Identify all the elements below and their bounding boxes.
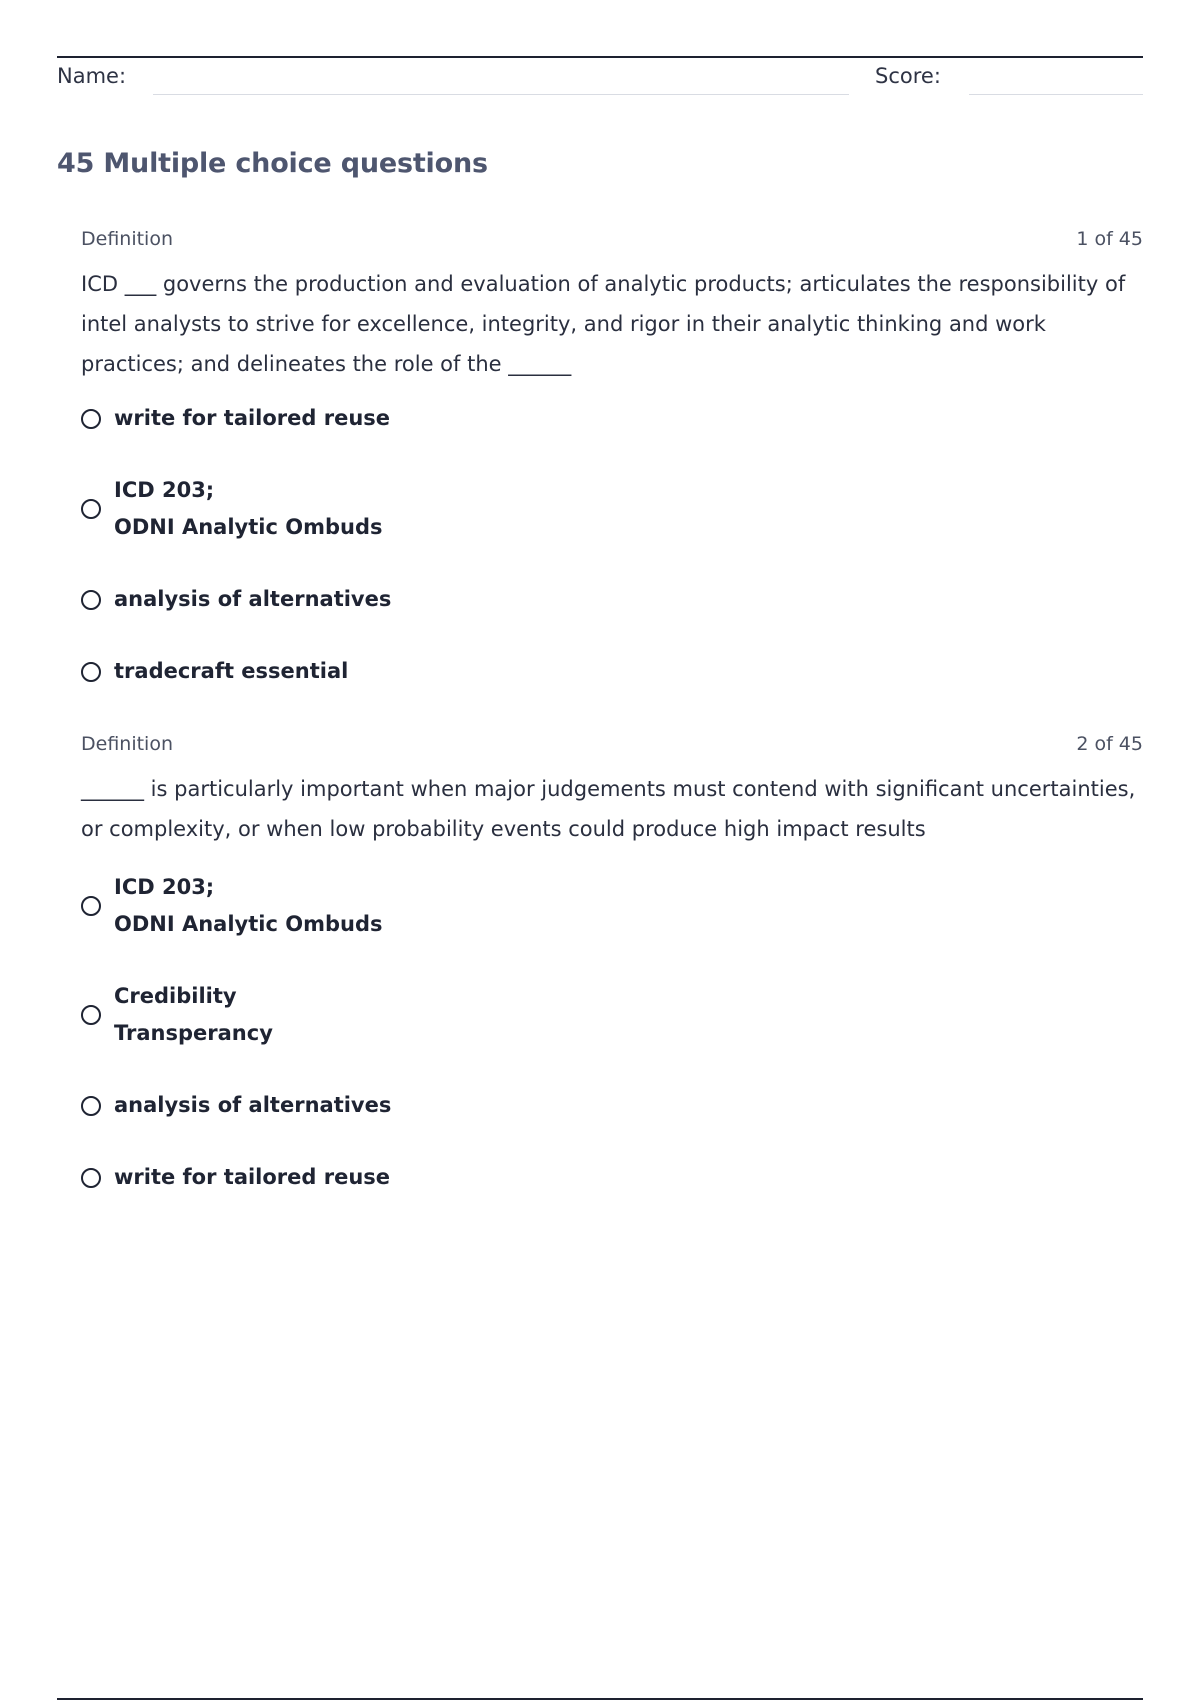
header-row	[57, 62, 1143, 98]
option-label: tradecraft essential	[114, 659, 349, 683]
question-text: ______ is particularly important when major judgements must contend with significant uncertainties, or complexity, or when low probability events could produce high impact results	[81, 777, 1136, 841]
quiz-page	[57, 0, 1143, 1700]
option-label-line: ODNI Analytic Ombuds	[114, 912, 383, 936]
score-field[interactable]	[969, 94, 1143, 95]
option-1[interactable]	[81, 869, 1143, 943]
option-label	[114, 472, 383, 546]
question-type-label: Definition	[81, 228, 174, 250]
options-list	[81, 400, 1143, 690]
option-4[interactable]	[81, 1159, 1143, 1196]
question-header	[81, 733, 1143, 763]
top-divider	[57, 56, 1143, 58]
option-label	[114, 869, 383, 943]
option-1[interactable]	[81, 400, 1143, 437]
radio-button[interactable]	[81, 1005, 101, 1025]
option-label-line: ICD 203;	[114, 478, 215, 502]
option-2[interactable]	[81, 472, 1143, 546]
radio-button[interactable]	[81, 896, 101, 916]
question-1	[81, 228, 1143, 725]
question-counter: 2 of 45	[1076, 733, 1143, 755]
score-label: Score:	[875, 64, 941, 88]
option-4[interactable]	[81, 653, 1143, 690]
option-3[interactable]	[81, 1087, 1143, 1124]
radio-button[interactable]	[81, 1168, 101, 1188]
option-label-line: ICD 203;	[114, 875, 215, 899]
option-2[interactable]	[81, 978, 1143, 1052]
radio-button[interactable]	[81, 662, 101, 682]
option-label-line: ODNI Analytic Ombuds	[114, 515, 383, 539]
question-type-label: Definition	[81, 733, 174, 755]
name-field[interactable]	[153, 94, 849, 95]
name-label: Name:	[57, 64, 127, 88]
option-label-line: Credibility	[114, 984, 237, 1008]
question-2	[81, 733, 1143, 1231]
option-3[interactable]	[81, 581, 1143, 618]
radio-button[interactable]	[81, 590, 101, 610]
option-label: write for tailored reuse	[114, 406, 391, 430]
options-list	[81, 869, 1143, 1196]
section-title: 45 Multiple choice questions	[57, 148, 488, 179]
option-label	[114, 978, 273, 1052]
option-label: write for tailored reuse	[114, 1165, 391, 1189]
option-label-line: Transperancy	[114, 1021, 273, 1045]
option-label: analysis of alternatives	[114, 587, 392, 611]
radio-button[interactable]	[81, 409, 101, 429]
question-counter: 1 of 45	[1076, 228, 1143, 250]
option-label: analysis of alternatives	[114, 1093, 392, 1117]
radio-button[interactable]	[81, 1096, 101, 1116]
question-text: ICD ___ governs the production and evaluation of analytic products; articulates the responsibility of intel analysts to strive for excellence, integrity, and rigor in their analytic thinking and work practices; and delineates the role of the ______	[81, 272, 1126, 376]
question-header	[81, 228, 1143, 258]
radio-button[interactable]	[81, 499, 101, 519]
